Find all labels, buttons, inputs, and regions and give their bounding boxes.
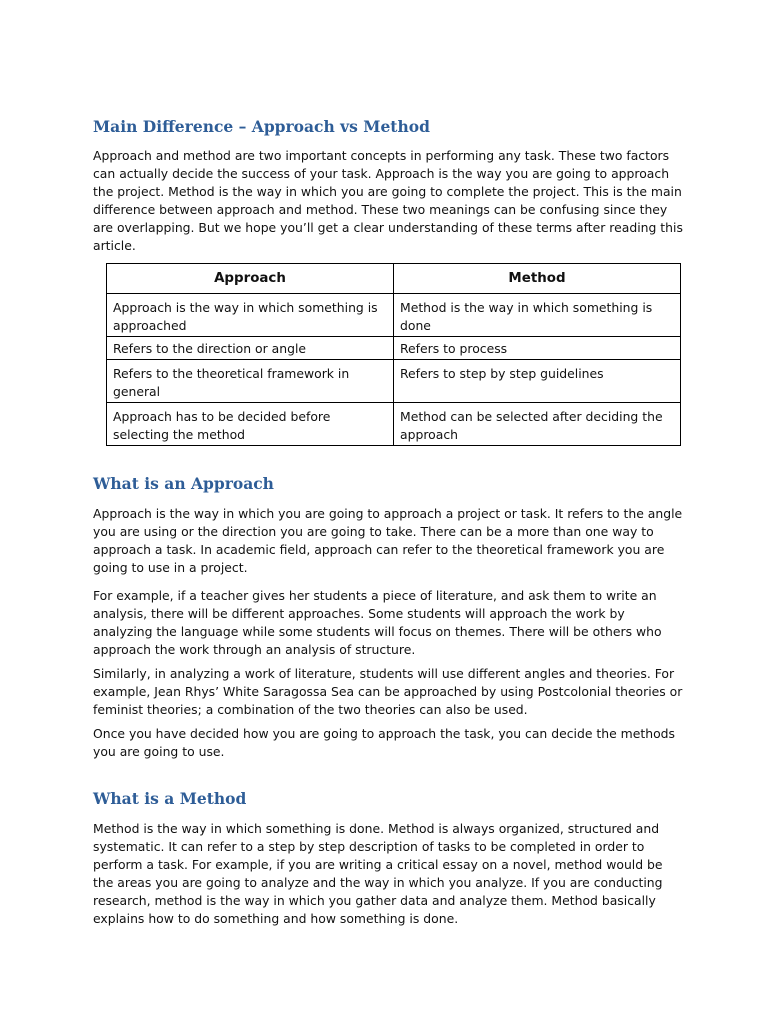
cell-approach: Refers to the theoretical framework in general <box>107 360 394 403</box>
cell-method: Method is the way in which something is done <box>394 294 681 337</box>
table-header-row <box>107 264 681 294</box>
header-method: Method <box>394 264 681 294</box>
method-heading: What is a Method <box>93 789 247 808</box>
approach-paragraph: Once you have decided how you are going to approach the task, you can decide the methods you are going to use. <box>93 726 675 759</box>
table-row <box>107 337 681 360</box>
header-approach: Approach <box>107 264 394 294</box>
document-page <box>93 114 683 928</box>
cell-method: Method can be selected after deciding the approach <box>394 403 681 446</box>
approach-heading: What is an Approach <box>93 474 274 493</box>
comparison-table <box>106 263 681 446</box>
table-row <box>107 360 681 403</box>
cell-approach: Approach has to be decided before selecting the method <box>107 403 394 446</box>
method-paragraph: Method is the way in which something is done. Method is always organized, structured and systematic. It can refer to a step by step description of tasks to be completed in order to perform a task. For example, if you are writing a critical essay on a novel, method would be the areas you are going to analyze and the way in which you analyze. If you are conducting research, method is the way in which you gather data and analyze them. Method basically explains how to do something and how something is done. <box>93 821 663 926</box>
table-row <box>107 294 681 337</box>
cell-method: Refers to step by step guidelines <box>394 360 681 403</box>
table-row <box>107 403 681 446</box>
cell-method: Refers to process <box>394 337 681 360</box>
intro-paragraph: Approach and method are two important concepts in performing any task. These two factors can actually decide the success of your task. Approach is the way you are going to approach the project. Method is the way in which you are going to complete the project. This is the main difference between approach and method. These two meanings can be confusing since they are overlapping. But we hope you’ll get a clear understanding of these terms after reading this article. <box>93 148 683 253</box>
cell-approach: Approach is the way in which something is approached <box>107 294 394 337</box>
approach-paragraph: For example, if a teacher gives her students a piece of literature, and ask them to write an analysis, there will be different approaches. Some students will approach the work by analyzing the language while some students will focus on themes. There will be others who approach the work through an analysis of structure. <box>93 588 662 657</box>
main-heading: Main Difference – Approach vs Method <box>93 117 430 136</box>
approach-paragraph: Similarly, in analyzing a work of literature, students will use different angles and theories. For example, Jean Rhys’ White Saragossa Sea can be approached by using Postcolonial theories or feminist theories; a combination of the two theories can also be used. <box>93 666 683 717</box>
cell-approach: Refers to the direction or angle <box>107 337 394 360</box>
approach-paragraph: Approach is the way in which you are going to approach a project or task. It refers to the angle you are using or the direction you are going to take. There can be a more than one way to approach a task. In academic field, approach can refer to the theoretical framework you are going to use in a project. <box>93 506 683 575</box>
